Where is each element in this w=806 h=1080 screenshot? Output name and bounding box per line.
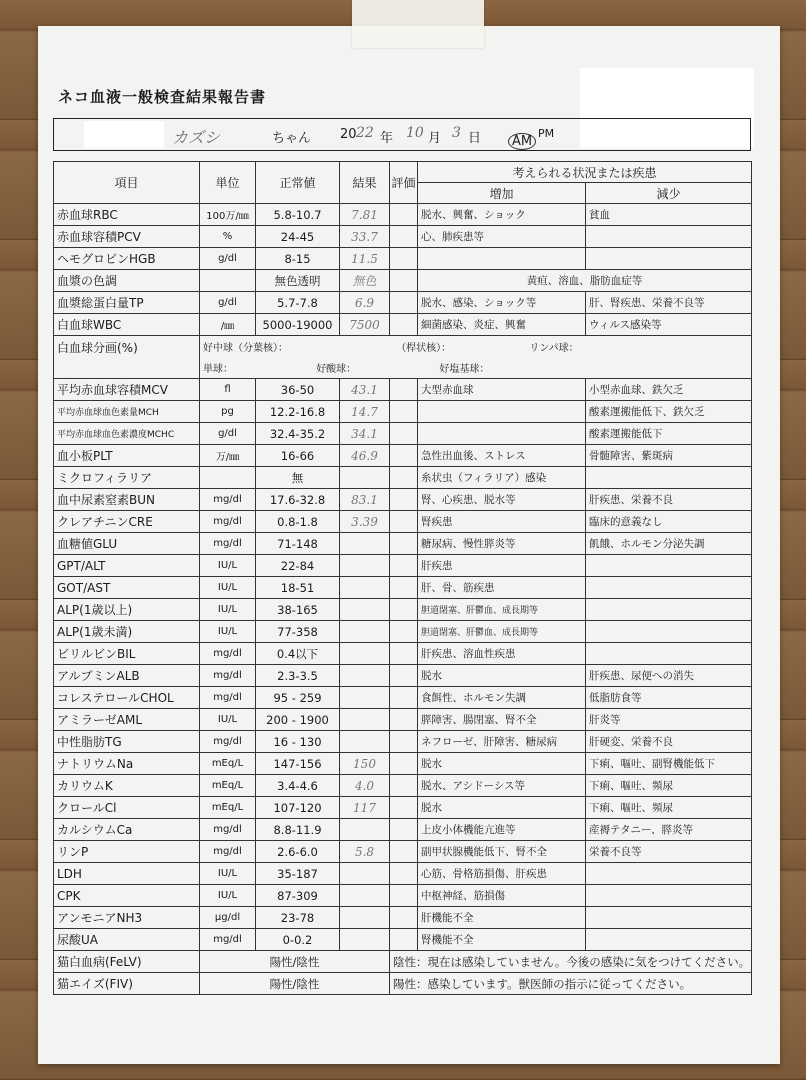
item-decrease: 骨髄障害、紫斑病 xyxy=(586,445,752,467)
item-normal: 2.6-6.0 xyxy=(256,841,340,863)
item-differential: 白血球分画(%) xyxy=(54,336,200,379)
item-name: 血中尿素窒素BUN xyxy=(54,489,200,511)
item-increase: 腎機能不全 xyxy=(418,929,586,951)
infection-name: 猫白血病(FeLV) xyxy=(54,951,200,973)
table-row xyxy=(54,907,752,929)
item-normal: 12.2-16.8 xyxy=(256,401,340,423)
item-decrease: 産褥テタニー、膵炎等 xyxy=(586,819,752,841)
item-decrease: 下痢、嘔吐、頻尿 xyxy=(586,775,752,797)
item-result xyxy=(340,929,390,951)
item-increase: 大型赤血球 xyxy=(418,379,586,401)
item-unit: g/dl xyxy=(200,292,256,314)
table-row xyxy=(54,599,752,621)
item-result xyxy=(340,665,390,687)
item-result xyxy=(340,621,390,643)
item-result: 無色 xyxy=(340,270,390,292)
item-unit: mg/dl xyxy=(200,687,256,709)
item-evaluation xyxy=(390,379,418,401)
item-result xyxy=(340,687,390,709)
item-decrease: 酸素運搬能低下、鉄欠乏 xyxy=(586,401,752,423)
date-prefix: 20 xyxy=(340,127,357,142)
item-unit: mg/dl xyxy=(200,643,256,665)
item-evaluation xyxy=(390,423,418,445)
table-row xyxy=(54,863,752,885)
item-name: カルシウムCa xyxy=(54,819,200,841)
item-increase: 副甲状腺機能低下、腎不全 xyxy=(418,841,586,863)
item-name: 血糖値GLU xyxy=(54,533,200,555)
item-evaluation xyxy=(390,467,418,489)
table-row xyxy=(54,841,752,863)
redacted-name xyxy=(84,121,164,148)
item-name: GPT/ALT xyxy=(54,555,200,577)
item-unit: mEq/L xyxy=(200,797,256,819)
item-name: カリウムK xyxy=(54,775,200,797)
item-name: 平均赤血球容積MCV xyxy=(54,379,200,401)
item-name: LDH xyxy=(54,863,200,885)
table-row xyxy=(54,270,752,292)
item-name: 尿酸UA xyxy=(54,929,200,951)
item-decrease: 低脂肪食等 xyxy=(586,687,752,709)
item-evaluation xyxy=(390,226,418,248)
item-decrease xyxy=(586,467,752,489)
item-decrease: 飢餓、ホルモン分泌失調 xyxy=(586,533,752,555)
diff-neut-band: （桿状核）： xyxy=(396,343,452,354)
item-decrease: ウィルス感染等 xyxy=(586,314,752,336)
item-result: 11.5 xyxy=(340,248,390,270)
item-increase: ネフローゼ、肝障害、糖尿病 xyxy=(418,731,586,753)
header-decrease: 減少 xyxy=(586,183,752,204)
item-unit: mg/dl xyxy=(200,819,256,841)
item-increase: 糖尿病、慢性膵炎等 xyxy=(418,533,586,555)
item-evaluation xyxy=(390,819,418,841)
item-increase: 糸状虫（フィラリア）感染 xyxy=(418,467,586,489)
year-label: 年 xyxy=(380,131,394,146)
item-normal: 22-84 xyxy=(256,555,340,577)
table-row xyxy=(54,533,752,555)
item-increase: 脱水、感染、ショック等 xyxy=(418,292,586,314)
item-decrease xyxy=(586,863,752,885)
item-normal: 16 - 130 xyxy=(256,731,340,753)
item-decrease: 酸素運搬能低下 xyxy=(586,423,752,445)
header-item: 項目 xyxy=(54,162,200,204)
item-name: ミクロフィラリア xyxy=(54,467,200,489)
item-increase: 細菌感染、炎症、興奮 xyxy=(418,314,586,336)
item-evaluation xyxy=(390,204,418,226)
item-name: 血小板PLT xyxy=(54,445,200,467)
item-decrease xyxy=(586,555,752,577)
table-row xyxy=(54,709,752,731)
item-increase: 脱水、興奮、ショック xyxy=(418,204,586,226)
item-name: ビリルビンBIL xyxy=(54,643,200,665)
item-normal: 5000-19000 xyxy=(256,314,340,336)
header-unit: 単位 xyxy=(200,162,256,204)
item-increase: 肝疾患 xyxy=(418,555,586,577)
item-decrease: 下痢、嘔吐、副腎機能低下 xyxy=(586,753,752,775)
item-unit: g/dl xyxy=(200,423,256,445)
item-unit: mg/dl xyxy=(200,511,256,533)
item-normal: 3.4-4.6 xyxy=(256,775,340,797)
item-normal: 無 xyxy=(256,467,340,489)
item-unit: mEq/L xyxy=(200,753,256,775)
item-increase xyxy=(418,423,586,445)
table-row xyxy=(54,731,752,753)
diff-mono: 単球： xyxy=(203,364,233,375)
item-name: CPK xyxy=(54,885,200,907)
item-increase: 肝疾患、溶血性疾患 xyxy=(418,643,586,665)
table-row xyxy=(54,401,752,423)
item-evaluation xyxy=(390,863,418,885)
item-result: 43.1 xyxy=(340,379,390,401)
item-evaluation xyxy=(390,907,418,929)
item-result: 14.7 xyxy=(340,401,390,423)
date-month: 10 xyxy=(406,125,424,141)
table-row xyxy=(54,577,752,599)
item-unit xyxy=(200,270,256,292)
item-normal: 17.6-32.8 xyxy=(256,489,340,511)
item-evaluation xyxy=(390,731,418,753)
item-name: 平均赤血球血色素量MCH xyxy=(54,401,200,423)
diff-baso: 好塩基球： xyxy=(439,364,490,375)
item-result: 7.81 xyxy=(340,204,390,226)
item-name: 赤血球RBC xyxy=(54,204,200,226)
table-row xyxy=(54,819,752,841)
item-decrease xyxy=(586,599,752,621)
item-evaluation xyxy=(390,533,418,555)
table-row xyxy=(54,314,752,336)
item-unit: 万/㎜ xyxy=(200,445,256,467)
item-increase xyxy=(418,248,586,270)
table-row xyxy=(54,929,752,951)
item-unit: mg/dl xyxy=(200,731,256,753)
item-increase: 腎疾患 xyxy=(418,511,586,533)
date-year: 22 xyxy=(356,125,374,141)
item-evaluation xyxy=(390,841,418,863)
item-name: ナトリウムNa xyxy=(54,753,200,775)
item-decrease: 肝、腎疾患、栄養不良等 xyxy=(586,292,752,314)
item-normal: 32.4-35.2 xyxy=(256,423,340,445)
item-normal: 71-148 xyxy=(256,533,340,555)
item-unit: μg/dl xyxy=(200,907,256,929)
item-unit: IU/L xyxy=(200,621,256,643)
item-result: 7500 xyxy=(340,314,390,336)
patient-suffix: ちゃん xyxy=(272,131,312,146)
table-row xyxy=(54,753,752,775)
item-name: アンモニアNH3 xyxy=(54,907,200,929)
item-normal: 16-66 xyxy=(256,445,340,467)
item-normal: 35-187 xyxy=(256,863,340,885)
item-normal: 8.8-11.9 xyxy=(256,819,340,841)
item-unit: mg/dl xyxy=(200,841,256,863)
item-normal: 0.8-1.8 xyxy=(256,511,340,533)
item-unit: mEq/L xyxy=(200,775,256,797)
infection-normal: 陽性/陰性 xyxy=(200,973,390,995)
item-unit: mg/dl xyxy=(200,929,256,951)
item-normal: 24-45 xyxy=(256,226,340,248)
tape-strip xyxy=(352,0,484,48)
item-conditions: 黄疸、溶血、脂肪血症等 xyxy=(418,270,752,292)
item-increase: 中枢神経、筋損傷 xyxy=(418,885,586,907)
item-result xyxy=(340,907,390,929)
item-result: 34.1 xyxy=(340,423,390,445)
item-result xyxy=(340,643,390,665)
table-row-differential xyxy=(54,336,752,358)
item-unit: fl xyxy=(200,379,256,401)
diff-lymph: リンパ球： xyxy=(529,343,579,354)
diff-neut-seg: 好中球（分葉核）： xyxy=(203,343,288,354)
infection-normal: 陽性/陰性 xyxy=(200,951,390,973)
item-result: 4.0 xyxy=(340,775,390,797)
item-decrease: 肝疾患、栄養不良 xyxy=(586,489,752,511)
item-decrease xyxy=(586,577,752,599)
item-name: アルブミンALB xyxy=(54,665,200,687)
item-evaluation xyxy=(390,885,418,907)
report-title: ネコ血液一般検査結果報告書 xyxy=(58,88,267,106)
item-result: 117 xyxy=(340,797,390,819)
item-decrease: 栄養不良等 xyxy=(586,841,752,863)
item-result xyxy=(340,577,390,599)
item-increase: 肝、骨、筋疾患 xyxy=(418,577,586,599)
item-evaluation xyxy=(390,709,418,731)
table-row xyxy=(54,204,752,226)
item-decrease xyxy=(586,621,752,643)
infection-note: 陰性：現在は感染していません。今後の感染に気をつけてください。 xyxy=(390,951,752,973)
item-evaluation xyxy=(390,292,418,314)
table-row xyxy=(54,687,752,709)
item-name: 中性脂肪TG xyxy=(54,731,200,753)
item-result: 33.7 xyxy=(340,226,390,248)
item-decrease: 肝炎等 xyxy=(586,709,752,731)
table-row xyxy=(54,555,752,577)
diff-eos: 好酸球： xyxy=(316,364,357,375)
item-decrease: 下痢、嘔吐、頻尿 xyxy=(586,797,752,819)
header-result: 結果 xyxy=(340,162,390,204)
item-name: 血漿総蛋白量TP xyxy=(54,292,200,314)
item-decrease xyxy=(586,885,752,907)
item-evaluation xyxy=(390,577,418,599)
item-name: ALP(1歳以上) xyxy=(54,599,200,621)
item-decrease xyxy=(586,643,752,665)
item-evaluation xyxy=(390,665,418,687)
item-evaluation xyxy=(390,445,418,467)
item-increase: 脱水 xyxy=(418,753,586,775)
table-row xyxy=(54,379,752,401)
item-increase: 急性出血後、ストレス xyxy=(418,445,586,467)
table-row xyxy=(54,665,752,687)
item-unit: 100万/㎜ xyxy=(200,204,256,226)
date-day: 3 xyxy=(452,125,461,141)
item-decrease xyxy=(586,929,752,951)
item-result xyxy=(340,555,390,577)
item-unit: /㎜ xyxy=(200,314,256,336)
item-name: 血漿の色調 xyxy=(54,270,200,292)
item-decrease: 貧血 xyxy=(586,204,752,226)
item-result: 5.8 xyxy=(340,841,390,863)
header-increase: 増加 xyxy=(418,183,586,204)
item-evaluation xyxy=(390,775,418,797)
item-normal: 8-15 xyxy=(256,248,340,270)
infection-name: 猫エイズ(FIV) xyxy=(54,973,200,995)
item-evaluation xyxy=(390,270,418,292)
results-table xyxy=(53,161,752,995)
table-row xyxy=(54,775,752,797)
item-unit: IU/L xyxy=(200,709,256,731)
header-conditions: 考えられる状況または疾患 xyxy=(418,162,752,183)
item-normal: 200 - 1900 xyxy=(256,709,340,731)
item-unit: % xyxy=(200,226,256,248)
month-label: 月 xyxy=(428,131,442,146)
item-decrease xyxy=(586,248,752,270)
table-row xyxy=(54,226,752,248)
item-evaluation xyxy=(390,753,418,775)
item-increase: 腎、心疾患、脱水等 xyxy=(418,489,586,511)
item-normal: 38-165 xyxy=(256,599,340,621)
item-decrease: 臨床的意義なし xyxy=(586,511,752,533)
item-normal: 2.3-3.5 xyxy=(256,665,340,687)
item-result xyxy=(340,709,390,731)
item-increase: 心、肺疾患等 xyxy=(418,226,586,248)
table-row xyxy=(54,511,752,533)
item-name: ヘモグロビンHGB xyxy=(54,248,200,270)
item-name: アミラーゼAML xyxy=(54,709,200,731)
item-result: 83.1 xyxy=(340,489,390,511)
item-normal: 0-0.2 xyxy=(256,929,340,951)
item-normal: 107-120 xyxy=(256,797,340,819)
day-label: 日 xyxy=(468,131,482,146)
table-row xyxy=(54,467,752,489)
item-decrease xyxy=(586,226,752,248)
item-evaluation xyxy=(390,314,418,336)
table-row-infection xyxy=(54,951,752,973)
item-unit: mg/dl xyxy=(200,533,256,555)
item-evaluation xyxy=(390,687,418,709)
item-name: クレアチニンCRE xyxy=(54,511,200,533)
table-row xyxy=(54,423,752,445)
table-row-infection xyxy=(54,973,752,995)
item-unit: pg xyxy=(200,401,256,423)
item-normal: 無色透明 xyxy=(256,270,340,292)
item-normal: 36-50 xyxy=(256,379,340,401)
item-name: コレステロールCHOL xyxy=(54,687,200,709)
item-evaluation xyxy=(390,555,418,577)
item-evaluation xyxy=(390,643,418,665)
patient-name: カズシ xyxy=(172,128,221,147)
item-increase: 心筋、骨格筋損傷、肝疾患 xyxy=(418,863,586,885)
item-unit: g/dl xyxy=(200,248,256,270)
item-increase: 膵障害、腸閉塞、腎不全 xyxy=(418,709,586,731)
item-evaluation xyxy=(390,248,418,270)
item-unit: mg/dl xyxy=(200,665,256,687)
item-increase: 胆道閉塞、肝鬱血、成長期等 xyxy=(418,621,586,643)
item-normal: 23-78 xyxy=(256,907,340,929)
item-unit: mg/dl xyxy=(200,489,256,511)
item-increase: 肝機能不全 xyxy=(418,907,586,929)
table-row xyxy=(54,885,752,907)
table-row xyxy=(54,292,752,314)
item-normal: 147-156 xyxy=(256,753,340,775)
item-evaluation xyxy=(390,489,418,511)
infection-note: 陽性：感染しています。獣医師の指示に従ってください。 xyxy=(390,973,752,995)
item-result xyxy=(340,885,390,907)
item-increase: 胆道閉塞、肝鬱血、成長期等 xyxy=(418,599,586,621)
item-name: 白血球WBC xyxy=(54,314,200,336)
item-decrease: 小型赤血球、鉄欠乏 xyxy=(586,379,752,401)
table-row xyxy=(54,445,752,467)
item-result xyxy=(340,731,390,753)
header-evaluation: 評価 xyxy=(390,162,418,204)
item-increase: 脱水 xyxy=(418,797,586,819)
item-unit: IU/L xyxy=(200,885,256,907)
item-evaluation xyxy=(390,797,418,819)
item-decrease: 肝疾患、尿便への消失 xyxy=(586,665,752,687)
item-unit: IU/L xyxy=(200,863,256,885)
item-result xyxy=(340,819,390,841)
header-normal: 正常値 xyxy=(256,162,340,204)
item-unit: IU/L xyxy=(200,555,256,577)
item-evaluation xyxy=(390,929,418,951)
item-decrease xyxy=(586,907,752,929)
item-increase xyxy=(418,401,586,423)
item-name: ALP(1歳未満) xyxy=(54,621,200,643)
item-unit xyxy=(200,467,256,489)
item-result: 6.9 xyxy=(340,292,390,314)
table-row xyxy=(54,621,752,643)
item-name: リンP xyxy=(54,841,200,863)
item-evaluation xyxy=(390,621,418,643)
item-normal: 0.4以下 xyxy=(256,643,340,665)
item-result: 3.39 xyxy=(340,511,390,533)
item-evaluation xyxy=(390,401,418,423)
item-result: 150 xyxy=(340,753,390,775)
item-name: GOT/AST xyxy=(54,577,200,599)
item-name: 赤血球容積PCV xyxy=(54,226,200,248)
table-row xyxy=(54,489,752,511)
pm-label: PM xyxy=(538,127,555,140)
table-row xyxy=(54,797,752,819)
patient-info-box: カズシ ちゃん 20 22 年 10 月 3 日 AM PM xyxy=(53,118,751,151)
item-normal: 5.7-7.8 xyxy=(256,292,340,314)
item-increase: 脱水、アシドーシス等 xyxy=(418,775,586,797)
item-normal: 5.8-10.7 xyxy=(256,204,340,226)
item-name: クロールCl xyxy=(54,797,200,819)
item-normal: 18-51 xyxy=(256,577,340,599)
item-increase: 上皮小体機能亢進等 xyxy=(418,819,586,841)
item-normal: 77-358 xyxy=(256,621,340,643)
item-unit: IU/L xyxy=(200,577,256,599)
item-evaluation xyxy=(390,511,418,533)
item-increase: 脱水 xyxy=(418,665,586,687)
item-result xyxy=(340,533,390,555)
item-normal: 95 - 259 xyxy=(256,687,340,709)
item-increase: 食餌性、ホルモン失調 xyxy=(418,687,586,709)
item-evaluation xyxy=(390,599,418,621)
item-normal: 87-309 xyxy=(256,885,340,907)
item-result xyxy=(340,467,390,489)
item-decrease: 肝硬変、栄養不良 xyxy=(586,731,752,753)
table-row xyxy=(54,643,752,665)
item-result xyxy=(340,599,390,621)
item-unit: IU/L xyxy=(200,599,256,621)
item-name: 平均赤血球血色素濃度MCHC xyxy=(54,423,200,445)
item-result: 46.9 xyxy=(340,445,390,467)
item-result xyxy=(340,863,390,885)
table-row xyxy=(54,248,752,270)
